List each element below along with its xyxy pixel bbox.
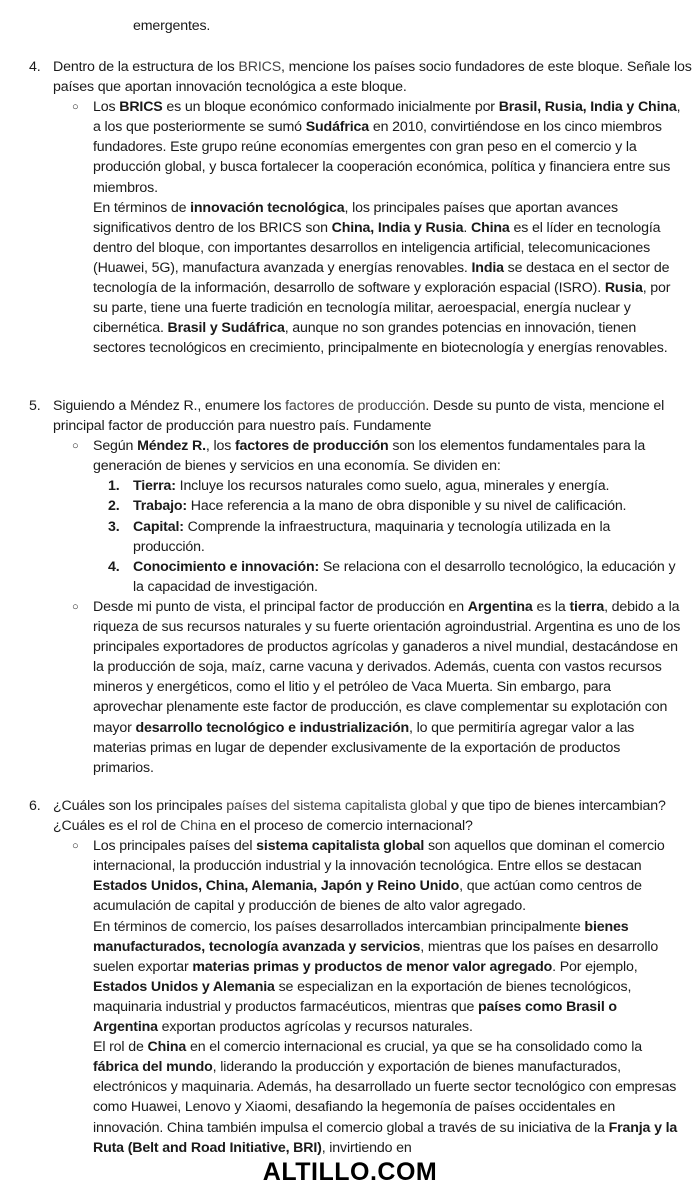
bold-text-run: factores de producción [234,438,389,455]
answer-item [72,597,683,778]
hollow-bullet-icon: ○ [72,440,79,453]
text-run: , liderando la producción y exportación de bienes manufacturados, electrónicos y maquinaria. Además, ha desarrollado un fuerte sector tecnológico con empresas como Huawei, Lenovo y Xiaomi, desafiando la hegemonía de países occidentales en innovación. China también impulsa el comercio global a través de su iniciativa de la [93,1059,677,1136]
text-run: se especializan en la exportación de bienes tecnológicos, maquinaria industrial y productos farmacéuticos, mientras que [93,978,632,1015]
bold-text-run: países como Brasil o Argentina [93,998,617,1036]
list-item-label: Trabajo: [133,498,187,515]
bold-text-run: sistema capitalista global [256,838,425,855]
text-run: son aquellos que dominan el comercio internacional, la producción industrial y la innovación tecnológica. Entre ellos se destacan [93,838,665,875]
bold-text-run: Sudáfrica [305,119,370,136]
answer-paragraph [93,97,683,197]
text-run: Desde mi punto de vista, el principal factor de producción en [93,598,468,615]
text-run: es la [532,598,570,615]
question-prompt [53,57,693,97]
text-run: , invirtiendo en [321,1139,412,1156]
list-item-text: Comprende la infraestructura, maquinaria y tecnología utilizada en la producción. [133,518,611,555]
question-4 [29,57,693,358]
text-run: en 2010, convirtiéndose en los cinco miembros fundadores. Este grupo reúne economías emergentes con gran peso en el comercio y la producción global, y busca fortalecer la cooperación económica, política y financiera entre sus miembros. [93,119,671,196]
bold-text-run: materias primas y productos de menor valor agregado [192,958,553,975]
question-prompt [53,396,693,436]
hollow-bullet-icon: ○ [72,600,79,613]
text-run: , lo que permitiría agregar valor a las materias primas en lugar de depender exclusivamente de la exportación de productos primarios. [93,719,635,776]
question-5 [29,396,693,778]
text-run: En términos de comercio, los países desarrollados intercambian principalmente [93,918,585,935]
text-run: exportan productos agrícolas y recursos naturales. [157,1019,473,1036]
question-number: 4. [29,59,41,75]
bold-text-run: Rusia [604,280,643,297]
bold-text-run: China [147,1039,187,1056]
bold-text-run: Argentina [467,598,533,615]
answer-item [72,436,683,597]
answer-paragraph [93,1037,683,1158]
question-number: 6. [29,798,41,814]
hollow-bullet-icon: ○ [72,101,79,114]
text-run: , que actúan como centros de acumulación de capital y producción de bienes de alto valor agregado. [93,878,642,915]
list-item-label: Capital: [133,518,184,535]
bold-text-run: Franja y la Ruta (Belt and Road Initiative, BRI) [93,1119,678,1156]
answer-paragraph [93,917,683,1038]
bold-text-run: bienes manufacturados, tecnología avanzada y servicios [93,918,629,955]
bold-text-run: China, India y Rusia [331,219,464,236]
question-number: 5. [29,398,41,414]
text-run: Los [93,99,120,116]
bold-text-run: BRICS [119,99,163,116]
text-run: son los elementos fundamentales para la generación de bienes y servicios en una economía. Se dividen en: [93,438,646,475]
text-run: . Por ejemplo, [552,958,638,975]
text-run: BRICS [238,59,282,75]
previous-paragraph-tail: emergentes. [133,18,211,34]
text-run: Los principales países del [93,838,257,855]
text-run: factores de producción [285,398,426,414]
bold-text-run: Estados Unidos y Alemania [93,978,275,995]
bold-text-run: fábrica del mundo [93,1059,213,1076]
bold-text-run: China [471,219,510,236]
question-6 [29,796,693,1158]
bold-text-run: desarrollo tecnológico e industrialización [135,719,410,736]
text-run: ¿Cuáles son los principales [53,798,227,814]
text-run: y que tipo de bienes intercambian? ¿Cuáles es el rol de [53,798,666,835]
text-run: países del sistema capitalista global [226,798,448,814]
text-run: se destaca en el sector de tecnología de la información, desarrollo de software y exploración espacial (ISRO). [93,259,670,297]
text-run: , por su parte, tiene una fuerte tradición en tecnología militar, aeroespacial, energía nuclear y cibernética. [93,280,671,337]
list-item-text: Se relaciona con el desarrollo tecnológico, la educación y la capacidad de investigación. [133,558,676,595]
question-prompt [53,796,693,836]
text-run: en el comercio internacional es crucial, ya que se ha consolidado como la [186,1039,642,1056]
bold-text-run: Méndez R. [137,438,206,455]
text-run: es un bloque económico conformado inicialmente por [162,99,499,116]
text-run: El rol de [93,1039,148,1056]
answer-paragraph [93,836,683,916]
bold-text-run: Brasil y Sudáfrica [167,320,285,337]
site-brand-logo: ALTILLO.COM [262,1158,438,1186]
text-run: , los principales países que aportan avances significativos dentro de los BRICS son [93,199,618,236]
list-item-text: Hace referencia a la mano de obra disponible y su nivel de calificación. [186,498,627,515]
list-item-text: Incluye los recursos naturales como suelo, agua, minerales y energía. [175,478,610,495]
text-run: Siguiendo a Méndez R., enumere los [53,398,286,414]
hollow-bullet-icon: ○ [72,840,79,853]
list-item-label: Conocimiento e innovación: [133,558,320,575]
bold-text-run: Brasil, Rusia, India y China [498,99,677,116]
text-run: Según [93,438,138,455]
text-run: , los [205,438,235,455]
text-run: en el proceso de comercio internacional? [216,818,473,835]
text-run: es el líder en tecnología dentro del bloque, con importantes desarrollos en inteligencia artificial, telecomunicaciones (Huawei, 5G), manufactura avanzada y energías renovables. [93,219,661,276]
list-number: 1. [108,478,120,495]
bold-text-run: tierra [569,598,605,615]
list-item-capital [93,517,683,557]
bold-text-run: Estados Unidos, China, Alemania, Japón y Reino Unido [93,878,460,895]
list-number: 3. [108,518,120,535]
text-run: En términos de [93,199,191,216]
text-run: , debido a la riqueza de sus recursos naturales y su fuerte orientación agroindustrial. Argentina es uno de los principales exportadores de productos agrícolas y ganaderos a nivel mundial, destacándose en la producción de soja, maíz, carne vacuna y derivados. Además, cuenta con vastos recursos mineros y energéticos, como el litio y el petróleo de Vaca Muerta. Sin embargo, para aprovechar plenamente este factor de producción, es clave complementar su explotación con mayor [93,598,681,736]
text-run: , a los que posteriormente se sumó [93,99,681,136]
text-run: Dentro de la estructura de los [53,59,239,75]
factors-list [93,476,683,597]
answer-paragraph [93,597,683,778]
text-run: . Desde su punto de vista, mencione el principal factor de producción para nuestro país. Fundamente [53,398,665,435]
list-number: 4. [108,558,120,575]
answer-paragraph [93,436,683,476]
list-item-label: Tierra: [133,478,176,495]
text-run: China [179,818,217,835]
list-item-trabajo [93,496,683,516]
bold-text-run: innovación tecnológica [190,199,345,216]
answer-item [72,836,683,1158]
list-number: 2. [108,498,120,515]
text-run: , mencione los países socio fundadores de este bloque. Señale los países que aportan innovación tecnológica a este bloque. [53,59,692,96]
answer-item [72,97,683,358]
list-item-tierra [93,476,683,496]
text-run: , mientras que los países en desarrollo suelen exportar [93,938,659,975]
text-run: . [463,219,472,236]
bold-text-run: India [471,259,504,276]
text-run: , aunque no son grandes potencias en innovación, tienen sectores tecnológicos en crecimiento, principalmente en biotecnología y energías renovables. [93,320,668,357]
answer-paragraph [93,198,683,359]
list-item-conocimiento [93,557,683,597]
